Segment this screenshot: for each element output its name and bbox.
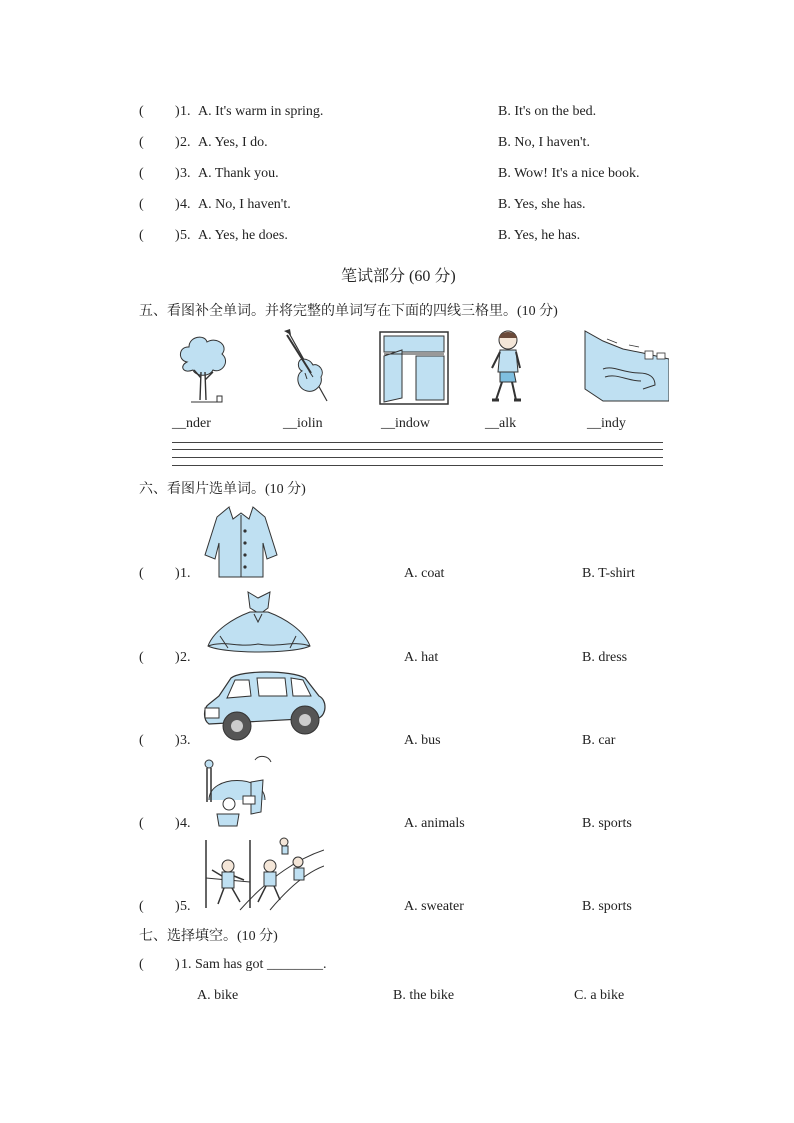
window-icon <box>378 330 450 406</box>
grid-line-1 <box>172 442 663 443</box>
answer-paren-close[interactable]: ) <box>175 899 180 914</box>
word-blank-4[interactable]: __alk <box>485 416 517 431</box>
question-number: 1. <box>180 566 191 581</box>
violin-icon <box>283 329 335 407</box>
word-blank-1[interactable]: __nder <box>172 416 211 431</box>
option-b: B. car <box>582 733 616 748</box>
option-b: B. the bike <box>393 988 455 1003</box>
coat-icon <box>203 503 279 579</box>
option-a: A. coat <box>404 566 445 581</box>
answer-paren-close[interactable]: ) <box>175 135 180 150</box>
option-a: A. Thank you. <box>198 166 279 181</box>
question-number: 5. <box>180 899 191 914</box>
option-a: A. hat <box>404 650 439 665</box>
option-b: B. Yes, she has. <box>498 197 586 212</box>
option-b: B. It's on the bed. <box>498 104 597 119</box>
option-c: C. a bike <box>574 988 625 1003</box>
car-icon <box>201 668 329 748</box>
answer-paren-open: ( <box>139 733 144 748</box>
answer-paren-close[interactable]: ) <box>175 197 180 212</box>
answer-paren-open: ( <box>139 166 144 181</box>
answer-paren-open: ( <box>139 650 144 665</box>
windy-icon <box>583 329 669 405</box>
option-a: A. bike <box>197 988 239 1003</box>
walking-boy-icon <box>486 328 526 406</box>
answer-paren-close[interactable]: ) <box>175 650 180 665</box>
option-b: B. dress <box>582 650 628 665</box>
word-blank-5[interactable]: __indy <box>587 416 626 431</box>
answer-paren-close[interactable]: ) <box>175 228 180 243</box>
answer-paren-close[interactable]: ) <box>175 104 180 119</box>
option-b: B. Yes, he has. <box>498 228 581 243</box>
answer-paren-open: ( <box>139 957 144 972</box>
option-b: B. Wow! It's a nice book. <box>498 166 640 181</box>
question-number: 4. <box>180 816 191 831</box>
option-b: B. sports <box>582 816 632 831</box>
option-a: A. Yes, I do. <box>198 135 268 150</box>
answer-paren-open: ( <box>139 104 144 119</box>
answer-paren-close[interactable]: ) <box>175 566 180 581</box>
option-a: A. animals <box>404 816 465 831</box>
question-number: 2. <box>180 650 191 665</box>
answer-paren-open: ( <box>139 228 144 243</box>
answer-paren-open: ( <box>139 135 144 150</box>
answer-paren-close[interactable]: ) <box>175 733 180 748</box>
question-stem: 1. Sam has got ________. <box>181 957 327 972</box>
word-blank-2[interactable]: __iolin <box>283 416 323 431</box>
question-number: 2. <box>180 135 191 150</box>
option-a: A. bus <box>404 733 441 748</box>
answer-paren-open: ( <box>139 816 144 831</box>
option-b: B. No, I haven't. <box>498 135 590 150</box>
section-6-heading: 六、看图片选单词。(10 分) <box>139 482 306 497</box>
grid-line-2 <box>172 449 663 450</box>
answer-paren-close[interactable]: ) <box>175 957 180 972</box>
tree-icon <box>177 332 229 407</box>
answer-paren-close[interactable]: ) <box>175 166 180 181</box>
grid-line-4 <box>172 465 663 466</box>
word-blank-3[interactable]: __indow <box>381 416 430 431</box>
answer-paren-open: ( <box>139 566 144 581</box>
question-number: 3. <box>180 733 191 748</box>
written-part-title: 笔试部分 (60 分) <box>341 268 456 285</box>
option-a: A. sweater <box>404 899 464 914</box>
question-number: 4. <box>180 197 191 212</box>
section-5-heading: 五、看图补全单词。并将完整的单词写在下面的四线三格里。(10 分) <box>139 304 558 319</box>
answer-paren-close[interactable]: ) <box>175 816 180 831</box>
option-b: B. sports <box>582 899 632 914</box>
answer-paren-open: ( <box>139 899 144 914</box>
option-b: B. T-shirt <box>582 566 635 581</box>
option-a: A. It's warm in spring. <box>198 104 324 119</box>
question-number: 5. <box>180 228 191 243</box>
question-number: 3. <box>180 166 191 181</box>
question-number: 1. <box>180 104 191 119</box>
section-7-heading: 七、选择填空。(10 分) <box>139 929 278 944</box>
dress-icon <box>204 588 314 658</box>
answer-paren-open: ( <box>139 197 144 212</box>
zoo-animals-icon <box>199 752 275 828</box>
option-a: A. Yes, he does. <box>198 228 288 243</box>
running-race-icon <box>200 836 324 912</box>
grid-line-3 <box>172 457 663 458</box>
option-a: A. No, I haven't. <box>198 197 291 212</box>
